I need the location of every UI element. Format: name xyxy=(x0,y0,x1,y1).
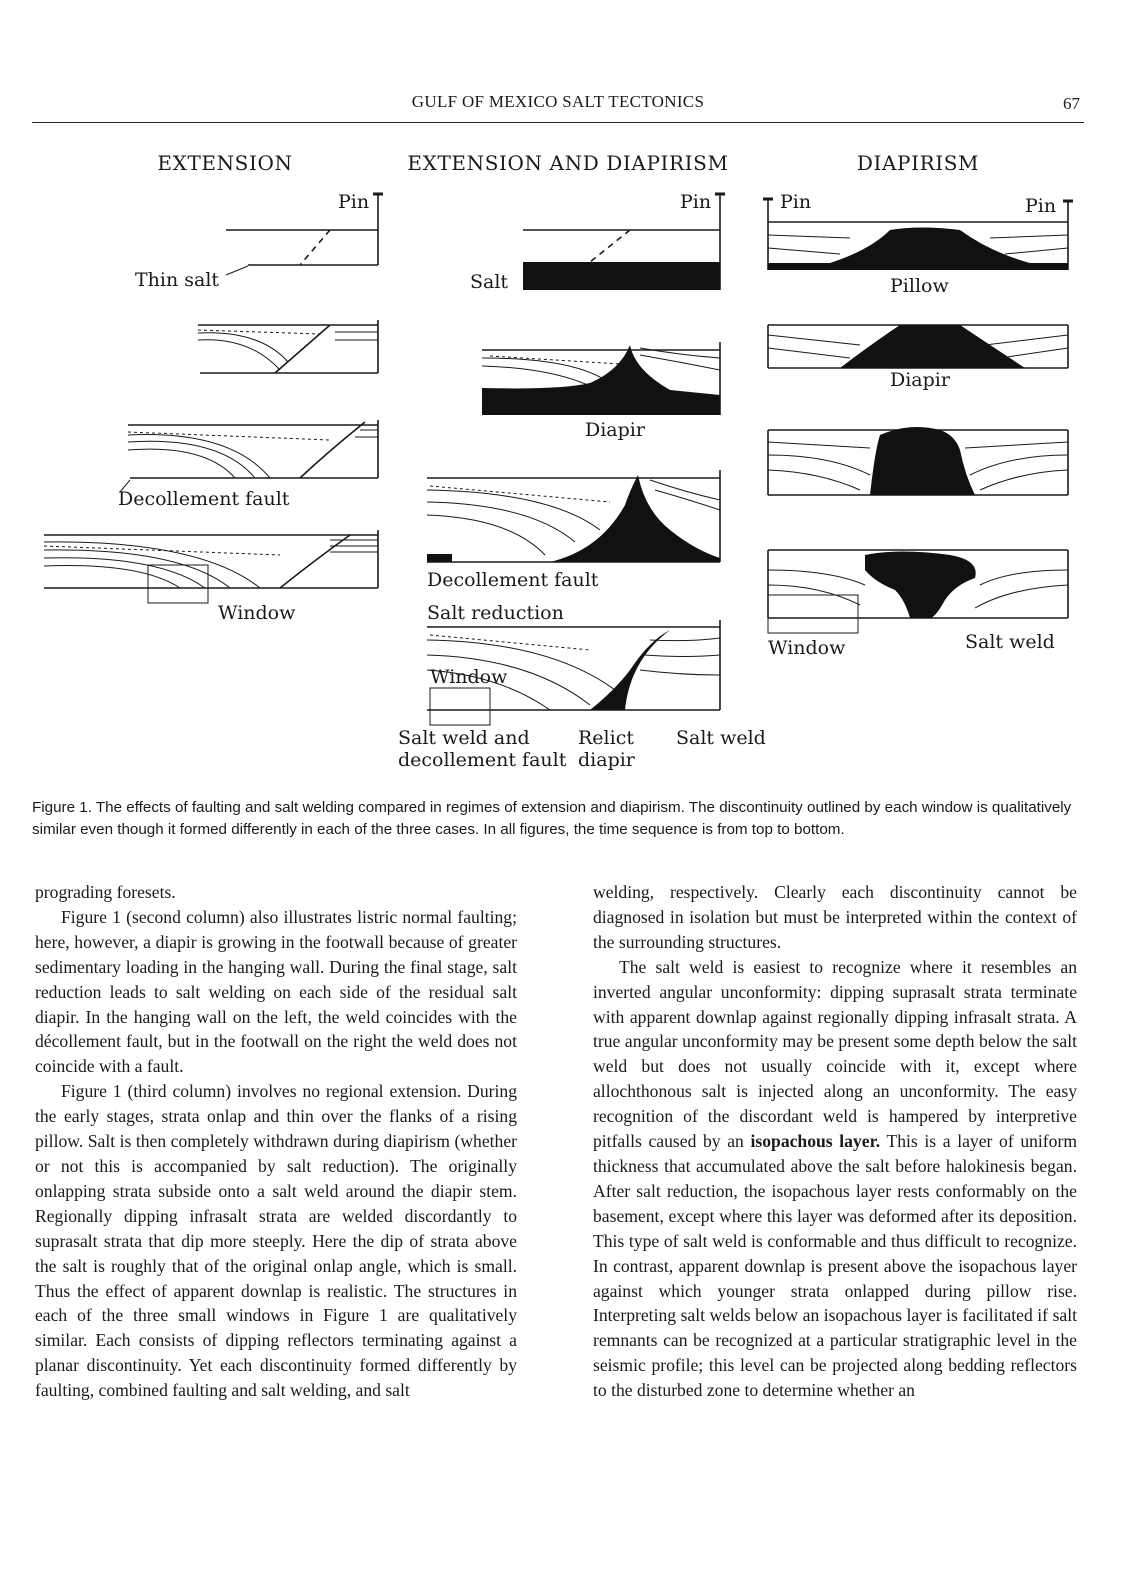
body-column-left xyxy=(35,880,517,1403)
pin-label: Pin xyxy=(338,191,370,213)
diapirism-panel-3 xyxy=(768,427,1068,495)
window-label-col3: Window xyxy=(768,637,846,659)
page-header xyxy=(32,92,1084,123)
text-span: The salt weld is easiest to recognize where it resembles an inverted angular unconformity: dipping suprasalt strata terminate with apparent downlap against regionally dipping infrasalt strata. A true angular unconformity may be present some depth below the salt weld but does not usually coincide with it, except where allochthonous salt is injected along an unconformity. The easy recognition of the discordant weld is hampered by interpretive pitfalls caused by an xyxy=(593,956,1077,1152)
paragraph: Figure 1 (third column) involves no regional extension. During the early stages, strata onlap and thin over the flanks of a rising pillow. Salt is then completely withdrawn during diapirism (whether or not this is accompanied by salt reduction). The originally onlapping strata subside onto a salt weld around the diapir stem. Regionally dipping infrasalt strata are welded discordantly to suprasalt strata that dip more steeply. Here the dip of strata above the salt is roughly that of the original onlap angle, which is small. Thus the effect of apparent downlap is realistic. The structures in each of the three small windows in Figure 1 are qualitatively similar. Each consists of dipping reflectors terminating against a planar discontinuity. Yet each discontinuity formed differently by faulting, combined faulting and salt welding, and salt xyxy=(35,1081,517,1401)
diapir-label-col3: Diapir xyxy=(890,369,950,391)
salt-label: Salt xyxy=(470,271,509,293)
decollement-fault-label: Decollement fault xyxy=(118,488,290,510)
extension-panel-2 xyxy=(198,320,378,373)
text-span: This is a layer of uniform thickness that accumulated above the salt before halokinesis began. After salt reduction, the isopachous layer rests conformably on the basement, except where this layer was deformed after its deposition. This type of salt weld is conformable and thus difficult to recognize. In contrast, apparent downlap is present above the isopachous layer against which younger strata onlapped during pillow rise. Interpreting salt welds below an isopachous layer is facilitated if salt remnants can be recognized at a particular stratigraphic level in the seismic profile; this level can be projected along bedding reflectors to the disturbed zone to determine whether an xyxy=(593,1131,1078,1401)
pin-label: Pin xyxy=(1025,195,1057,217)
figure-1 xyxy=(30,130,1100,790)
diapir-label: Diapir xyxy=(585,419,645,441)
ext-diapirism-panel-2 xyxy=(482,342,720,441)
salt-weld-label-col2: Salt weld xyxy=(676,727,766,749)
diapirism-panel-4 xyxy=(768,550,1068,659)
title-extension-and-diapirism: EXTENSION AND DIAPIRISM xyxy=(407,151,729,175)
pin-label: Pin xyxy=(680,191,712,213)
ext-diapirism-panel-1 xyxy=(470,191,725,293)
paragraph: Figure 1 (second column) also illustrates listric normal faulting; here, however, a diapir is growing in the footwall because of greater sedimentary loading in the hanging wall. During the final stage, salt reduction leads to salt welding on each side of the residual salt diapir. In the hanging wall on the left, the weld coincides with the décollement fault, but in the footwall on the right the weld does not coincide with a fault. xyxy=(35,906,517,1077)
title-diapirism: DIAPIRISM xyxy=(856,151,980,175)
thin-salt-label: Thin salt xyxy=(135,269,220,291)
decollement-fault-label: Decollement fault xyxy=(427,569,599,591)
extension-panel-4 xyxy=(44,530,378,624)
diapirism-panel-2 xyxy=(768,325,1068,391)
extension-panel-3 xyxy=(118,420,378,510)
extension-panel-1 xyxy=(135,191,383,291)
figure-1-diagram xyxy=(30,130,1100,790)
pillow-label: Pillow xyxy=(890,275,949,297)
diapirism-panel-1 xyxy=(763,191,1073,297)
paragraph: prograding foresets. xyxy=(35,882,176,902)
salt-weld-and-label: Salt weld and xyxy=(398,727,530,749)
pin-label: Pin xyxy=(780,191,812,213)
keyword-isopachous-layer: isopachous layer. xyxy=(750,1131,881,1152)
ext-diapirism-panel-3 xyxy=(427,470,720,624)
paragraph: welding, respectively. Clearly each discontinuity cannot be diagnosed in isolation but must be interpreted within the context of the surrounding structures. xyxy=(593,882,1077,952)
salt-weld-label-col3: Salt weld xyxy=(965,631,1055,653)
figure-caption: Figure 1. The effects of faulting and salt welding compared in regimes of extension and diapirism. The discontinuity outlined by each window is qualitatively similar even though it formed differently in each of the three cases. In all figures, the time sequence is from top to bottom. xyxy=(32,799,1072,838)
window-label-col1: Window xyxy=(218,602,296,624)
body-column-right xyxy=(593,880,1077,1403)
decollement-fault-label-2: decollement fault xyxy=(398,749,567,771)
relict-label: Relict xyxy=(578,727,634,749)
page-number: 67 xyxy=(1063,94,1080,113)
running-title: GULF OF MEXICO SALT TECTONICS xyxy=(411,92,705,111)
paragraph xyxy=(593,955,1077,1403)
title-extension: EXTENSION xyxy=(157,151,293,175)
relict-diapir-label: diapir xyxy=(578,749,635,771)
ext-diapirism-panel-4 xyxy=(398,620,766,771)
window-label-col2: Window xyxy=(430,666,508,688)
salt-reduction-label: Salt reduction xyxy=(427,602,564,624)
